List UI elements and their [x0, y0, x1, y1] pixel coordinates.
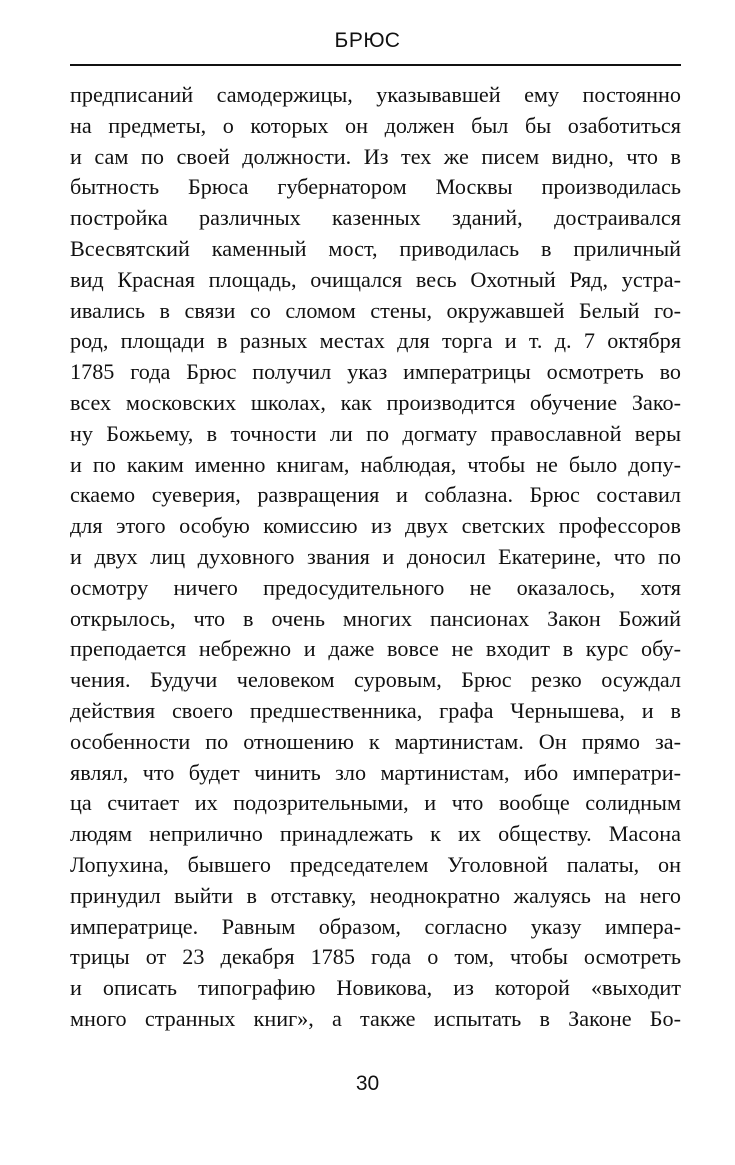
text-line: скаемо суеверия, развращения и соблазна. Брюс составил: [70, 482, 681, 508]
running-header: БРЮС: [334, 29, 401, 52]
body-text: [70, 80, 681, 1035]
text-line: и сам по своей должности. Из тех же писем видно, что в: [70, 143, 681, 169]
text-line: императрице. Равным образом, согласно указу импера-: [70, 913, 681, 939]
text-line: вид Красная площадь, очищался весь Охотный Ряд, устра-: [70, 266, 681, 292]
text-line: открылось, что в очень многих пансионах Закон Божий: [70, 605, 681, 631]
text-line: 1785 года Брюс получил указ императрицы осмотреть во: [70, 359, 681, 385]
text-line: принудил выйти в отставку, неоднократно жалуясь на него: [70, 882, 681, 908]
header-rule: [70, 64, 681, 66]
text-line: Всесвятский каменный мост, приводилась в приличный: [70, 235, 681, 261]
text-line: людям неприлично принадлежать к их обществу. Масона: [70, 821, 681, 847]
text-line: трицы от 23 декабря 1785 года о том, чтобы осмотреть: [70, 944, 681, 970]
text-line: для этого особую комиссию из двух светских профессоров: [70, 513, 681, 539]
text-line: на предметы, о которых он должен был бы озаботиться: [70, 112, 681, 138]
text-line: предписаний самодержицы, указывавшей ему постоянно: [70, 82, 681, 107]
text-line: особенности по отношению к мартинистам. Он прямо за-: [70, 728, 681, 754]
text-line: и двух лиц духовного звания и доносил Екатерине, что по: [70, 543, 681, 569]
text-line: и описать типографию Новикова, из которой «выходит: [70, 975, 681, 1001]
text-line: осмотру ничего предосудительного не оказалось, хотя: [70, 574, 681, 600]
text-line: ивались в связи со сломом стены, окружавшей Белый го-: [70, 297, 681, 323]
text-line: бытность Брюса губернатором Москвы производилась: [70, 174, 681, 200]
text-line: являл, что будет чинить зло мартинистам, ибо императри-: [70, 759, 681, 785]
text-line: род, площади в разных местах для торга и т. д. 7 октября: [70, 328, 681, 354]
text-line: много странных книг», а также испытать в Законе Бо-: [70, 1005, 681, 1031]
text-line: всех московских школах, как производится обучение Зако-: [70, 389, 681, 415]
text-line: чения. Будучи человеком суровым, Брюс резко осуждал: [70, 667, 681, 693]
text-line: и по каким именно книгам, наблюдая, чтобы не было допу-: [70, 451, 681, 477]
page-number: 30: [355, 1072, 380, 1095]
text-line: ну Божьему, в точности ли по догмату православной веры: [70, 420, 681, 446]
text-line: преподается небрежно и даже вовсе не входит в курс обу-: [70, 636, 681, 662]
text-line: действия своего предшественника, графа Чернышева, и в: [70, 697, 681, 723]
text-line: ца считает их подозрительными, и что вообще солидным: [70, 790, 681, 816]
text-line: постройка различных казенных зданий, достраивался: [70, 205, 681, 231]
text-line: Лопухина, бывшего председателем Уголовной палаты, он: [70, 851, 681, 877]
